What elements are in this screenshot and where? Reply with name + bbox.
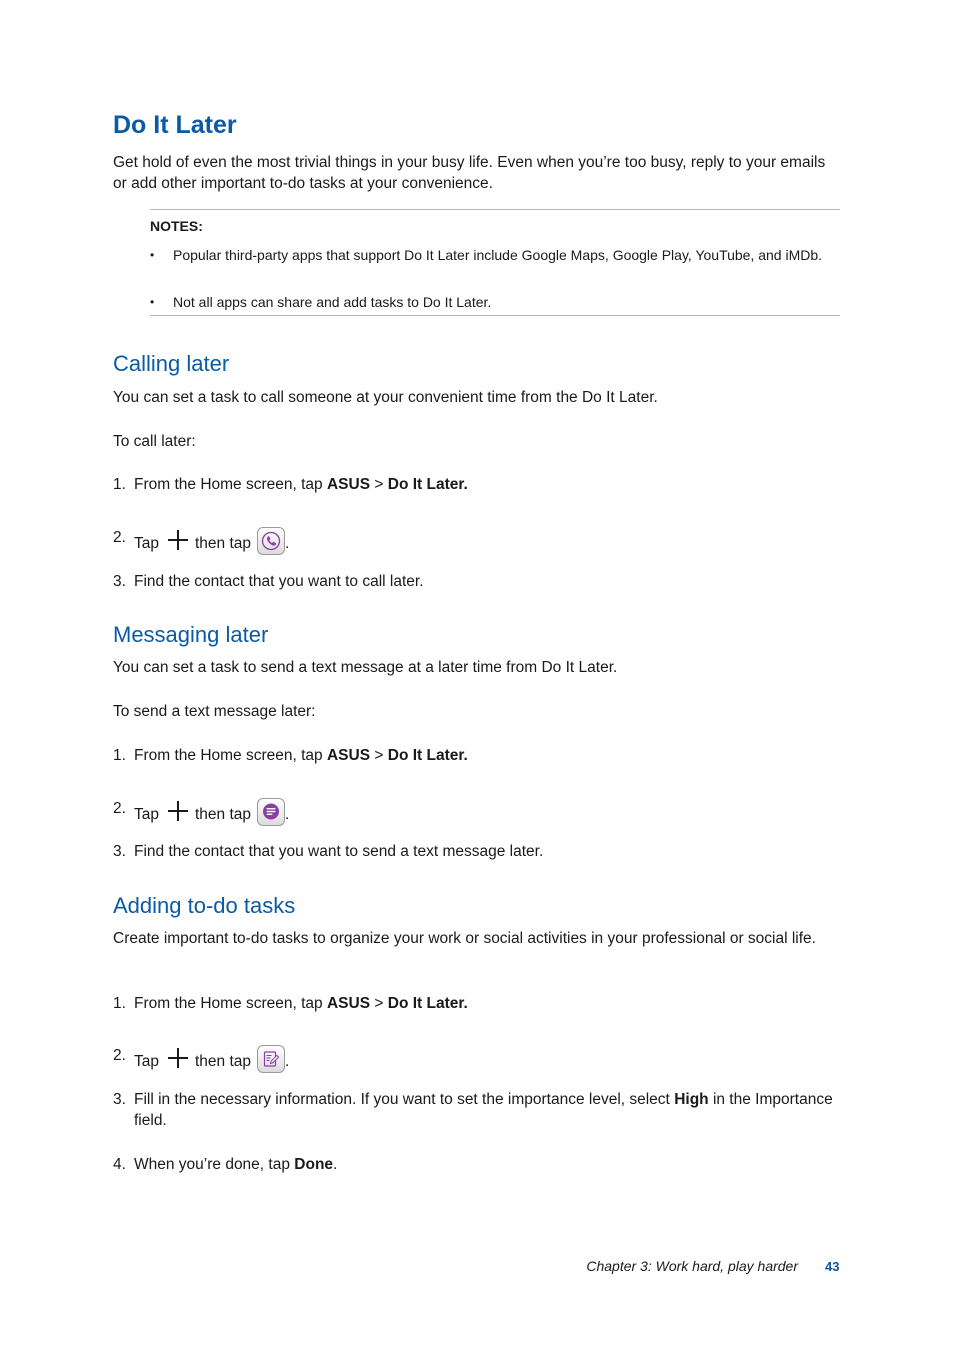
step-number: 1. xyxy=(113,747,126,764)
step-number: 1. xyxy=(113,995,126,1012)
calling-intro: To call later: xyxy=(113,433,196,450)
period: . xyxy=(285,806,290,823)
notes-label: NOTES: xyxy=(150,218,203,234)
step-text: Find the contact that you want to send a text message later. xyxy=(134,843,544,860)
note-text: Popular third-party apps that support Do It Later include Google Maps, Google Play, YouTube, and iMDb. xyxy=(173,247,823,263)
period: . xyxy=(333,1156,338,1173)
step-number: 2. xyxy=(113,1047,126,1064)
calling-step-3 xyxy=(113,571,843,592)
messaging-step-3 xyxy=(113,841,843,862)
step-number: 1. xyxy=(113,476,126,493)
step-text: then tap xyxy=(195,535,252,552)
footer-chapter: Chapter 3: Work hard, play harder xyxy=(586,1258,798,1274)
note-item xyxy=(150,293,840,312)
task-edit-icon xyxy=(257,1045,285,1073)
period: . xyxy=(285,1053,290,1070)
asus-label: ASUS xyxy=(326,476,371,493)
todo-description: Create important to-do tasks to organize your work or social activities in your professional or social life. xyxy=(113,930,816,947)
step-number: 4. xyxy=(113,1156,126,1173)
separator: > xyxy=(374,476,384,493)
todo-step-1 xyxy=(113,993,843,1014)
step-number: 2. xyxy=(113,800,126,817)
plus-icon xyxy=(167,800,189,822)
section-title-messaging: Messaging later xyxy=(113,622,269,647)
phone-icon xyxy=(257,527,285,555)
messaging-step-2 xyxy=(113,798,843,826)
plus-icon xyxy=(167,529,189,551)
step-text: When you’re done, tap xyxy=(134,1156,290,1173)
step-text: then tap xyxy=(195,1053,252,1070)
high-label: High xyxy=(674,1091,709,1108)
page-number: 43 xyxy=(825,1259,840,1274)
messaging-intro: To send a text message later: xyxy=(113,703,316,720)
calling-step-2 xyxy=(113,527,843,555)
plus-icon xyxy=(167,1047,189,1069)
note-text: Not all apps can share and add tasks to Do It Later. xyxy=(173,294,492,310)
intro-paragraph: Get hold of even the most trivial things in your busy life. Even when you’re too busy, reply to your emails or add other important to-do tasks at your convenience. xyxy=(113,154,826,192)
todo-step-4 xyxy=(113,1154,843,1175)
step-number: 2. xyxy=(113,529,126,546)
step-text: Fill in the necessary information. If you want to set the importance level, select xyxy=(134,1091,670,1108)
step-text: Tap xyxy=(134,535,159,552)
step-text: Tap xyxy=(134,806,159,823)
do-it-later-label: Do It Later. xyxy=(387,995,468,1012)
todo-step-3 xyxy=(113,1089,843,1131)
messaging-step-1 xyxy=(113,745,843,766)
step-text: From the Home screen, tap xyxy=(134,995,323,1012)
step-text: From the Home screen, tap xyxy=(134,747,323,764)
section-title-todo: Adding to-do tasks xyxy=(113,893,296,918)
todo-step-2 xyxy=(113,1045,843,1073)
period: . xyxy=(285,535,290,552)
section-title-calling: Calling later xyxy=(113,351,230,376)
do-it-later-label: Do It Later. xyxy=(387,747,468,764)
bullet: • xyxy=(150,295,155,309)
page-title: Do It Later xyxy=(113,111,237,139)
separator: > xyxy=(374,747,384,764)
step-number: 3. xyxy=(113,573,126,590)
step-text: From the Home screen, tap xyxy=(134,476,323,493)
step-number: 3. xyxy=(113,1091,126,1108)
do-it-later-label: Do It Later. xyxy=(387,476,468,493)
message-icon xyxy=(257,798,285,826)
calling-step-1 xyxy=(113,474,843,495)
separator: > xyxy=(374,995,384,1012)
note-item xyxy=(150,246,840,265)
bullet: • xyxy=(150,248,155,262)
calling-description: You can set a task to call someone at your convenient time from the Do It Later. xyxy=(113,389,658,406)
messaging-description: You can set a task to send a text message at a later time from Do It Later. xyxy=(113,659,618,676)
done-label: Done xyxy=(294,1156,334,1173)
step-text: Find the contact that you want to call later. xyxy=(134,573,424,590)
asus-label: ASUS xyxy=(326,747,371,764)
notes-box xyxy=(150,209,840,316)
step-text: then tap xyxy=(195,806,252,823)
asus-label: ASUS xyxy=(326,995,371,1012)
step-text: Tap xyxy=(134,1053,159,1070)
step-text: in the Importance field. xyxy=(134,1091,833,1129)
step-number: 3. xyxy=(113,843,126,860)
